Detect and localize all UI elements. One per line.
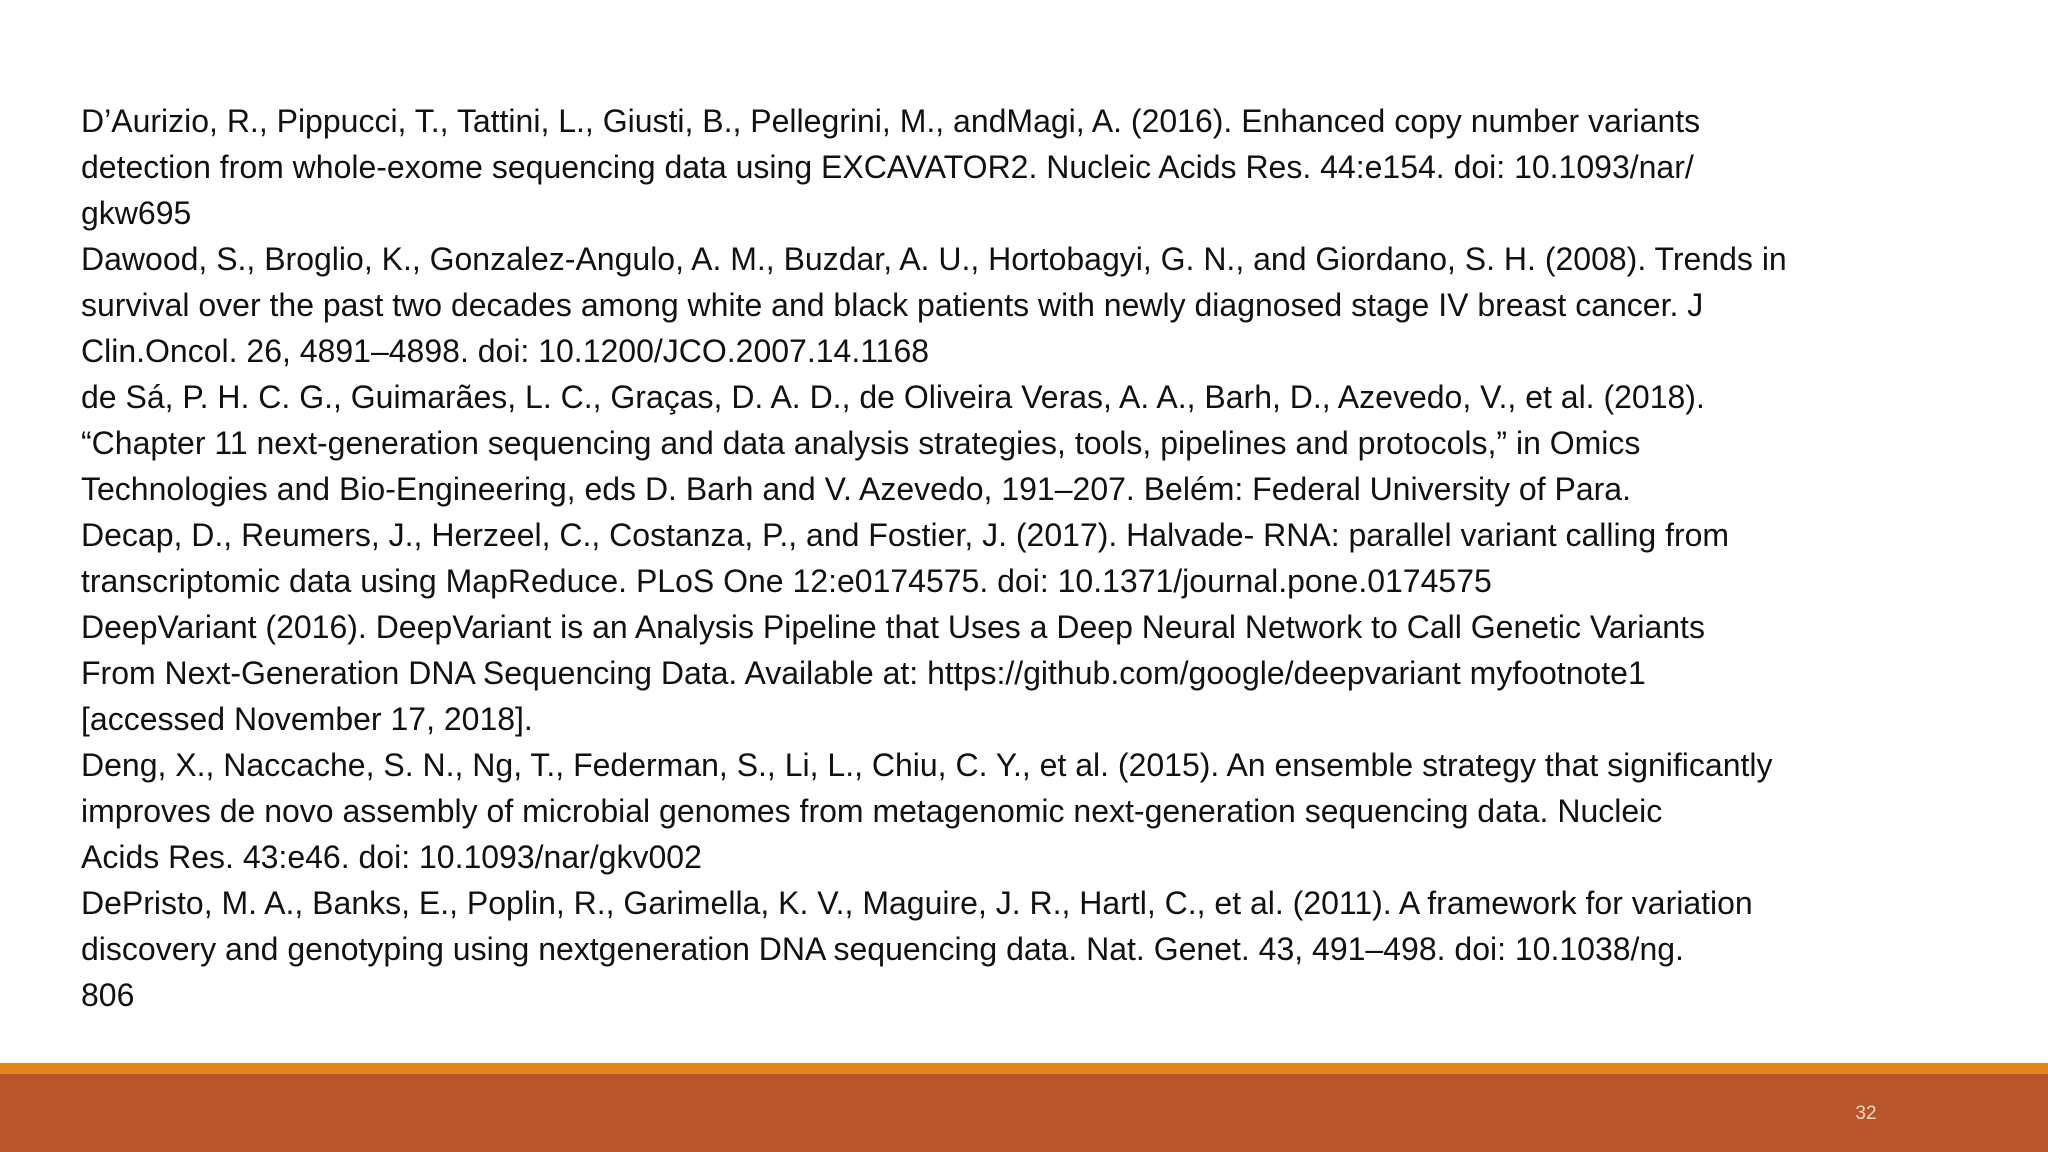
reference-line: 806 bbox=[81, 977, 135, 1013]
reference-entry bbox=[81, 880, 1941, 1018]
reference-line: detection from whole-exome sequencing data using EXCAVATOR2. Nucleic Acids Res. 44:e154. doi: 10.1093/nar/ bbox=[81, 149, 1694, 185]
reference-line: “Chapter 11 next-generation sequencing and data analysis strategies, tools, pipelines and protocols,” in Omics bbox=[81, 425, 1641, 461]
reference-line: From Next-Generation DNA Sequencing Data. Available at: https://github.com/google/deepvariant myfootnote1 bbox=[81, 655, 1646, 691]
reference-line: DeepVariant (2016). DeepVariant is an Analysis Pipeline that Uses a Deep Neural Network to Call Genetic Variants bbox=[81, 609, 1705, 645]
reference-entry bbox=[81, 98, 1941, 236]
reference-entry bbox=[81, 604, 1941, 742]
reference-entry bbox=[81, 742, 1941, 880]
reference-line: Deng, X., Naccache, S. N., Ng, T., Federman, S., Li, L., Chiu, C. Y., et al. (2015). An ensemble strategy that significantly bbox=[81, 747, 1773, 783]
reference-line: Technologies and Bio-Engineering, eds D. Barh and V. Azevedo, 191–207. Belém: Federal University of Para. bbox=[81, 471, 1631, 507]
reference-line: [accessed November 17, 2018]. bbox=[81, 701, 533, 737]
reference-entry bbox=[81, 512, 1941, 604]
reference-line: D’Aurizio, R., Pippucci, T., Tattini, L., Giusti, B., Pellegrini, M., andMagi, A. (2016). Enhanced copy number variants bbox=[81, 103, 1701, 139]
reference-line: Decap, D., Reumers, J., Herzeel, C., Costanza, P., and Fostier, J. (2017). Halvade- RNA: parallel variant calling from bbox=[81, 517, 1730, 553]
reference-line: survival over the past two decades among white and black patients with newly diagnosed stage IV breast cancer. J bbox=[81, 287, 1704, 323]
footer-band bbox=[0, 1063, 2048, 1152]
reference-list bbox=[81, 98, 1941, 1018]
reference-line: Dawood, S., Broglio, K., Gonzalez-Angulo, A. M., Buzdar, A. U., Hortobagyi, G. N., and Giordano, S. H. (2008). Trends in bbox=[81, 241, 1787, 277]
reference-line: de Sá, P. H. C. G., Guimarães, L. C., Graças, D. A. D., de Oliveira Veras, A. A., Barh, D., Azevedo, V., et al. (2018). bbox=[81, 379, 1705, 415]
reference-line: gkw695 bbox=[81, 195, 192, 231]
reference-line: DePristo, M. A., Banks, E., Poplin, R., Garimella, K. V., Maguire, J. R., Hartl, C., et al. (2011). A framework for variation bbox=[81, 885, 1753, 921]
reference-line: Clin.Oncol. 26, 4891–4898. doi: 10.1200/JCO.2007.14.1168 bbox=[81, 333, 930, 369]
reference-line: discovery and genotyping using nextgeneration DNA sequencing data. Nat. Genet. 43, 491–498. doi: 10.1038/ng. bbox=[81, 931, 1684, 967]
reference-line: transcriptomic data using MapReduce. PLoS One 12:e0174575. doi: 10.1371/journal.pone.0174575 bbox=[81, 563, 1492, 599]
reference-line: improves de novo assembly of microbial genomes from metagenomic next-generation sequencing data. Nucleic bbox=[81, 793, 1663, 829]
page-number: 32 bbox=[1855, 1103, 1877, 1124]
reference-entry bbox=[81, 236, 1941, 374]
reference-line: Acids Res. 43:e46. doi: 10.1093/nar/gkv002 bbox=[81, 839, 702, 875]
reference-entry bbox=[81, 374, 1941, 512]
footer-accent-stripe bbox=[0, 1063, 2048, 1074]
